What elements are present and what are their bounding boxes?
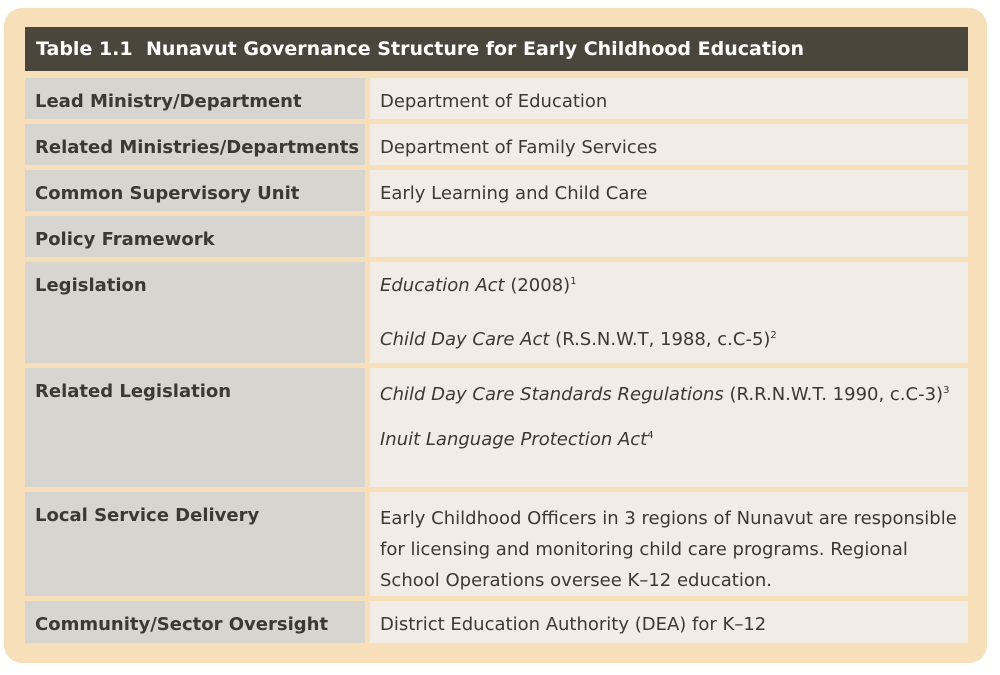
row-label-legislation: Legislation (25, 262, 365, 363)
row-label-supervisory-unit: Common Supervisory Unit (25, 170, 365, 211)
related-legislation-item: Child Day Care Standards Regulations (R.R.N.W.T. 1990, c.C-3)$^3$ (380, 384, 950, 405)
row-value-lead-ministry: Department of Education (370, 78, 968, 119)
row-value-related-ministries: Department of Family Services (370, 124, 968, 165)
row-value-policy-framework (370, 216, 968, 257)
row-value-legislation (370, 262, 968, 363)
row-value-community-oversight: District Education Authority (DEA) for K–12 (370, 601, 968, 643)
row-label-community-oversight: Community/Sector Oversight (25, 601, 365, 643)
related-legislation-item: Inuit Language Protection Act$^4$ (380, 429, 654, 450)
table-title: Nunavut Governance Structure for Early Childhood Education (146, 38, 805, 60)
row-label-local-service-delivery: Local Service Delivery (25, 492, 365, 596)
table-title-bar (25, 27, 968, 71)
row-value-supervisory-unit: Early Learning and Child Care (370, 170, 968, 211)
row-label-related-ministries: Related Ministries/Departments (25, 124, 365, 165)
table-number: Table 1.1 (36, 38, 133, 60)
legislation-item: Education Act $(2008)^1$ (380, 275, 577, 296)
row-label-related-legislation: Related Legislation (25, 368, 365, 487)
row-value-related-legislation (370, 368, 968, 487)
row-value-local-service-delivery: Early Childhood Officers in 3 regions of Nunavut are responsible for licensing and monitoring child care programs. Regional School Operations oversee K–12 education. (370, 492, 968, 596)
row-label-policy-framework: Policy Framework (25, 216, 365, 257)
row-label-lead-ministry: Lead Ministry/Department (25, 78, 365, 119)
legislation-item: Child Day Care Act (R.S.N.W.T, 1988, c.C-5)$^2$ (380, 329, 777, 350)
